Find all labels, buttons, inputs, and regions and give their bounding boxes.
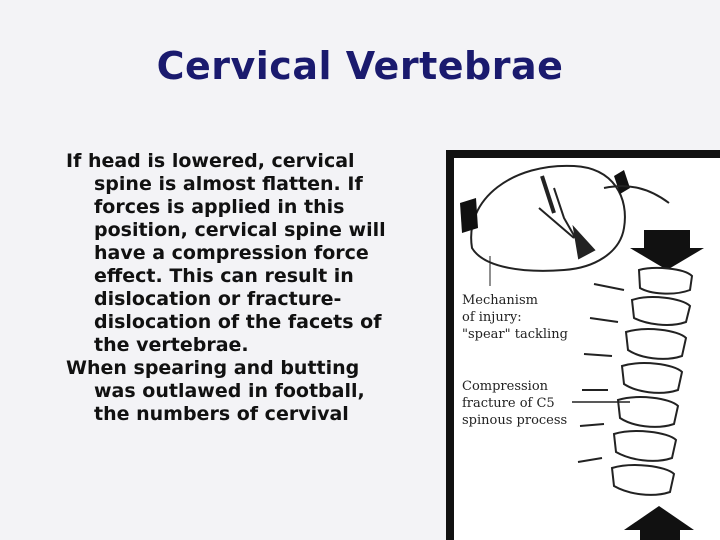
slide-title: Cervical Vertebrae [156, 44, 564, 88]
force-arrow-down-icon [630, 230, 704, 270]
caption-line: "spear" tackling [462, 327, 568, 342]
body-paragraph: When spearing and butting was outlawed in football, the numbers of cervival [66, 357, 365, 425]
caption-line: fracture of C5 [462, 396, 555, 411]
caption-mechanism [462, 293, 568, 342]
spine-injury-illustration [446, 150, 720, 540]
helmet-icon [471, 166, 625, 271]
vertebrae-column [578, 268, 692, 495]
spine-drawing [454, 158, 720, 540]
caption-line: spinous process [462, 413, 568, 428]
force-arrow-up-icon [624, 506, 694, 540]
caption-fracture [462, 379, 567, 428]
caption-line: Mechanism [462, 293, 538, 308]
body-text [66, 150, 396, 540]
caption-line: of injury: [462, 310, 522, 325]
body-paragraph: If head is lowered, cervical spine is almost flatten. If forces is applied in this position, cervical spine will have a compression force effect. This can result in dislocation or fracture-dislocation of the facets of the vertebrae. [66, 150, 386, 356]
caption-line: Compression [462, 379, 549, 394]
